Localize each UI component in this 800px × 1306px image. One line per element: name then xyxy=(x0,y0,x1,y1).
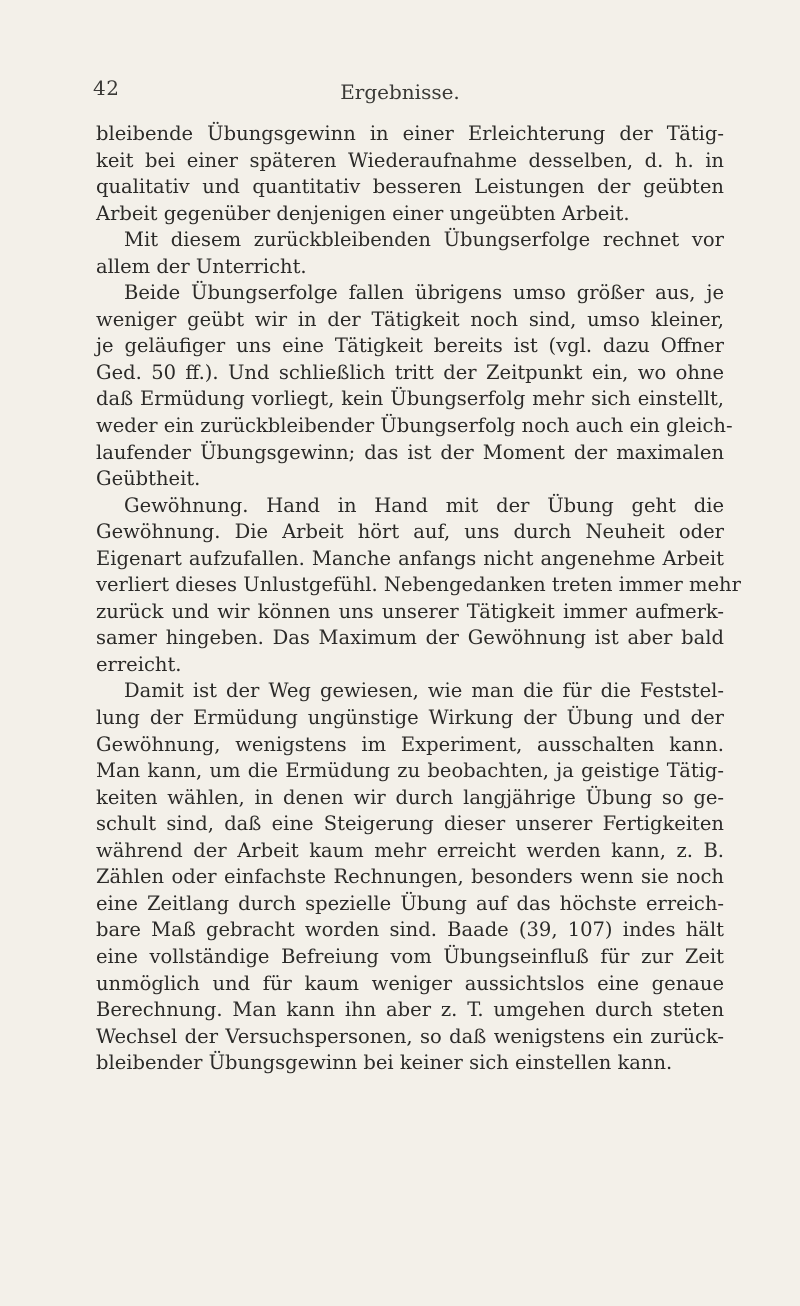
text-line: Zählen oder einfachste Rechnungen, besonders wenn sie noch xyxy=(96,865,724,889)
text-line: bare Maß gebracht worden sind. Baade (39, 107) indes hält xyxy=(96,918,724,942)
text-line: Gewöhnung. Die Arbeit hört auf, uns durch Neuheit oder xyxy=(96,520,724,544)
text-line: unmöglich und für kaum weniger aussichtslos eine genaue xyxy=(96,971,724,995)
text-line: Gewöhnung. Hand in Hand mit der Übung geht die xyxy=(124,493,724,517)
text-line: weniger geübt wir in der Tätigkeit noch sind, umso kleiner, xyxy=(96,307,724,331)
text-line: verliert dieses Unlustgefühl. Nebengedanken treten immer mehr xyxy=(96,573,741,597)
text-line: Damit ist der Weg gewiesen, wie man die für die Feststel- xyxy=(124,679,724,703)
text-line: samer hingeben. Das Maximum der Gewöhnung ist aber bald xyxy=(96,626,724,650)
text-line: schult sind, daß eine Steigerung dieser unserer Fertigkeiten xyxy=(96,812,724,836)
text-line: daß Ermüdung vorliegt, kein Übungserfolg mehr sich einstellt, xyxy=(96,387,724,411)
text-line: bleibende Übungsgewinn in einer Erleichterung der Tätig- xyxy=(96,122,724,145)
text-line: Man kann, um die Ermüdung zu beobachten, ja geistige Tätig- xyxy=(96,759,724,783)
text-line: keit bei einer späteren Wiederaufnahme desselben, d. h. in xyxy=(96,148,724,172)
text-line: Eigenart aufzufallen. Manche anfangs nicht angenehme Arbeit xyxy=(96,546,724,570)
text-line: Gewöhnung, wenigstens im Experiment, ausschalten kann. xyxy=(96,732,724,756)
text-line: je geläufiger uns eine Tätigkeit bereits ist (vgl. dazu Offner xyxy=(96,334,724,358)
text-line: Wechsel der Versuchspersonen, so daß wenigstens ein zurück- xyxy=(96,1024,724,1048)
text-line: Berechnung. Man kann ihn aber z. T. umgehen durch steten xyxy=(96,998,724,1022)
running-title: Ergebnisse. xyxy=(340,80,460,104)
text-line: Arbeit gegenüber denjenigen einer ungeübten Arbeit. xyxy=(96,201,630,225)
text-line: keiten wählen, in denen wir durch langjährige Übung so ge- xyxy=(96,785,724,809)
text-line: Ged. 50 ff.). Und schließlich tritt der Zeitpunkt ein, wo ohne xyxy=(96,360,724,384)
text-line: eine vollständige Befreiung vom Übungseinfluß für zur Zeit xyxy=(96,944,724,968)
text-line: eine Zeitlang durch spezielle Übung auf das höchste erreich- xyxy=(96,891,724,915)
text-line: zurück und wir können uns unserer Tätigkeit immer aufmerk- xyxy=(96,599,724,623)
text-line: lung der Ermüdung ungünstige Wirkung der Übung und der xyxy=(96,706,724,730)
text-line: allem der Unterricht. xyxy=(96,254,307,278)
text-line: erreicht. xyxy=(96,652,182,676)
text-line: während der Arbeit kaum mehr erreicht werden kann, z. B. xyxy=(96,838,724,862)
text-line: qualitativ und quantitativ besseren Leistungen der geübten xyxy=(96,175,724,199)
page-number: 42 xyxy=(93,76,120,100)
body-text xyxy=(96,121,741,1077)
text-line: Geübtheit. xyxy=(96,467,201,491)
text-line: Beide Übungserfolge fallen übrigens umso größer aus, je xyxy=(124,281,724,305)
text-line: bleibender Übungsgewinn bei keiner sich einstellen kann. xyxy=(96,1051,673,1075)
text-line: weder ein zurückbleibender Übungserfolg noch auch ein gleich- xyxy=(96,414,733,438)
text-line: Mit diesem zurückbleibenden Übungserfolge rechnet vor xyxy=(124,228,724,252)
text-line: laufender Übungsgewinn; das ist der Moment der maximalen xyxy=(96,440,724,464)
